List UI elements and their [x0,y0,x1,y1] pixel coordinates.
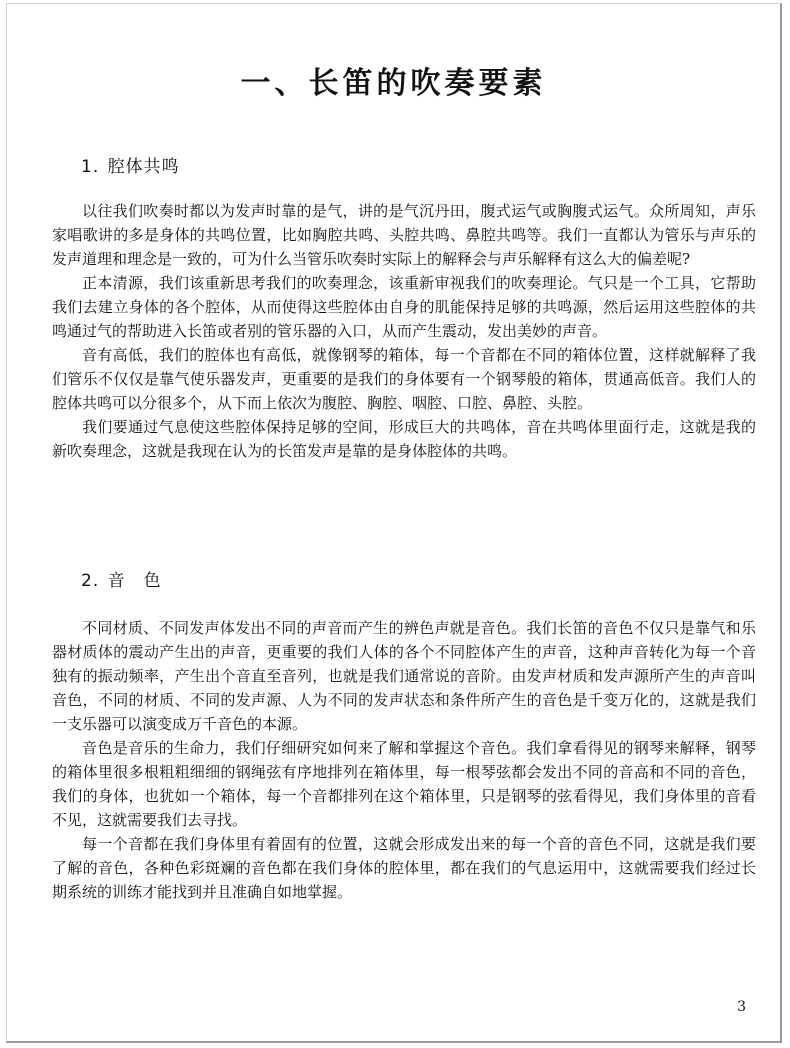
paragraph: 音有高低，我们的腔体也有高低，就像钢琴的箱体，每一个音都在不同的箱体位置，这样就解释了我们管乐不仅仅是靠气使乐器发声，更重要的是我们的身体要有一个钢琴般的箱体，贯通高低音。我们人的腔体共鸣可以分很多个，从下而上依次为腹腔、胸腔、咽腔、口腔、鼻腔、头腔。 [52,346,756,412]
section-body-2 [52,616,756,904]
section-title: 音 色 [107,571,162,591]
paragraph: 正本清源，我们该重新思考我们的吹奏理念，该重新审视我们的吹奏理论。气只是一个工具，它帮助我们去建立身体的各个腔体，从而使得这些腔体由自身的肌能保持足够的共鸣源，然后运用这些腔体的共鸣通过气的帮助进入长笛或者别的管乐器的入口，从而产生震动，发出美妙的声音。 [52,274,756,340]
section-number: 2. [81,571,100,591]
section-title: 腔体共鸣 [107,157,180,177]
paragraph: 我们要通过气息使这些腔体保持足够的空间，形成巨大的共鸣体，音在共鸣体里面行走，这就是我的新吹奏理念，这就是我现在认为的长笛发声是靠的是身体腔体的共鸣。 [52,418,756,460]
paragraph: 每一个音都在我们身体里有着固有的位置，这就会形成发出来的每一个音的音色不同，这就是我们要了解的音色，各种色彩斑斓的音色都在我们身体的腔体里，都在我们的气息运用中，这就需要我们经过长期系统的训练才能找到并且准确自如地掌握。 [52,835,756,901]
page-number: 3 [737,999,746,1015]
paragraph: 不同材质、不同发声体发出不同的声音而产生的辨色声就是音色。我们长笛的音色不仅只是靠气和乐器材质体的震动产生出的声音，更重要的我们人体的各个不同腔体产生的声音，这种声音转化为每一个音独有的振动频率，产生出个音直至音列，也就是我们通常说的音阶。由发声材质和发声源所产生的声音叫音色，不同的材质、不同的发声源、人为不同的发声状态和条件所产生的音色是千变万化的，这就是我们一支乐器可以演变成万千音色的本源。 [52,619,756,733]
paragraph: 以往我们吹奏时都以为发声时靠的是气，讲的是气沉丹田，腹式运气或胸腹式运气。众所周知，声乐家唱歌讲的多是身体的共鸣位置，比如胸腔共鸣、头腔共鸣、鼻腔共鸣等。我们一直都认为管乐与声乐的发声道理和理念是一致的，可为什么当管乐吹奏时实际上的解释会与声乐解释有这么大的偏差呢? [52,202,756,268]
section-heading-1 [81,152,180,177]
paragraph: 音色是音乐的生命力，我们仔细研究如何来了解和掌握这个音色。我们拿看得见的钢琴来解释，钢琴的箱体里很多根粗粗细细的钢绳弦有序地排列在箱体里，每一根琴弦都会发出不同的音高和不同的音色，我们的身体，也犹如一个箱体，每一个音都排列在这个箱体里，只是钢琴的弦看得见，我们身体里的音看不见，这就需要我们去寻找。 [52,739,756,829]
section-body-1 [52,199,756,463]
book-page [6,3,782,1043]
section-number: 1. [81,157,100,177]
section-heading-2 [81,566,162,591]
chapter-title: 一、长笛的吹奏要素 [240,66,547,101]
